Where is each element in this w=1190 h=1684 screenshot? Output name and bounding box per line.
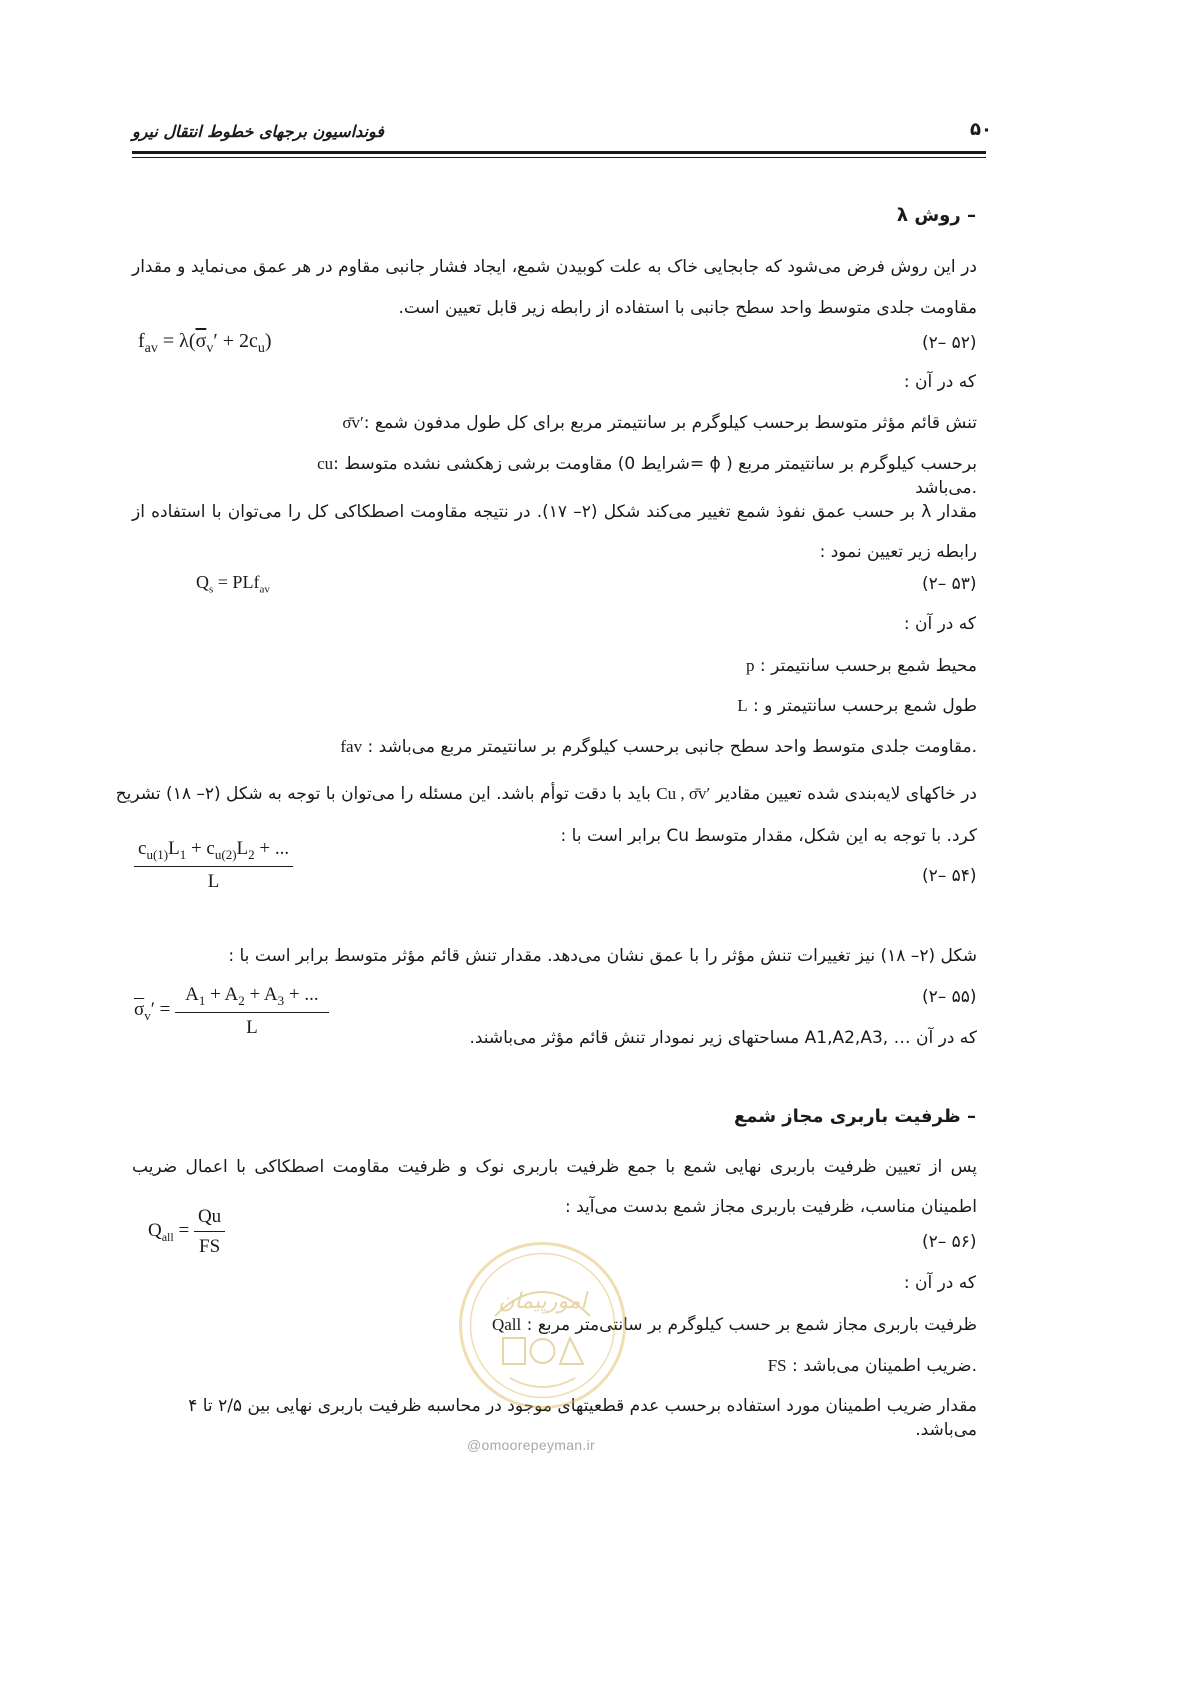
header-rule-thick: [132, 151, 986, 154]
header-rule-thin: [132, 157, 986, 158]
fav-symbol: fav: [340, 737, 363, 756]
equation-55: $\overline{\sigma}_v'$ = $\frac{A_1 + A_2 + A_3 + ...}{L}$: [134, 984, 329, 1039]
equation-54-number: (۲– ۵۴): [922, 866, 977, 886]
layered-para-b: باید با دقت توأم باشد. این مسئله را می‌توان با توجه به شکل (۲– ۱۸) تشریح: [115, 784, 651, 804]
where-1: که در آن :: [903, 372, 976, 392]
equation-53-number: (۲– ۵۳): [922, 574, 977, 594]
areas-note: که در آن … ,A1,A2,A3 مساحتهای زیر نمودار تنش قائم مؤثر می‌باشند.: [469, 1028, 977, 1048]
section-title-lambda: – روش λ: [896, 205, 976, 226]
running-title: فونداسیون برجهای خطوط انتقال نیرو: [132, 122, 384, 141]
def-sigma-v: [300, 411, 977, 435]
section-title-allowable: – ظرفیت باربری مجاز شمع: [733, 1106, 976, 1127]
def-qall-text: : ظرفیت باربری مجاز شمع بر حسب کیلوگرم بر سانتی‌متر مربع: [521, 1315, 977, 1335]
def-p: [500, 654, 977, 678]
seal-logo-text: امورپیمان: [498, 1289, 587, 1314]
where-3: که در آن :: [903, 1273, 976, 1293]
page-number: ۵۰: [970, 119, 992, 140]
layered-symbols: Cu , σ̄v′: [656, 784, 711, 803]
fs-symbol: FS: [767, 1356, 787, 1375]
def-fav: [300, 735, 977, 759]
p-symbol: p: [746, 656, 755, 675]
closing-para: مقدار ضریب اطمینان مورد استفاده برحسب عدم قطعیتهای موجود در محاسبه ظرفیت باربری نهایی بین ۲/۵ تا ۴ می‌باشد.: [188, 1396, 977, 1440]
seal-icon: [455, 1238, 630, 1413]
lambda-depth-para: مقدار λ بر حسب عمق نفوذ شمع تغییر می‌کند شکل (۲– ۱۷). در نتیجه مقاومت اصطکاکی کل را می‌توان با استفاده از رابطه زیر تعیین نمود :: [132, 502, 978, 562]
equation-55-number: (۲– ۵۵): [922, 987, 977, 1007]
layered-para-c: کرد. با توجه به این شکل، مقدار متوسط Cu برابر است با :: [560, 826, 977, 846]
layered-para-line1: [115, 782, 977, 806]
qall-symbol: Qall: [491, 1315, 522, 1334]
where-2: که در آن :: [903, 614, 976, 634]
watermark-seal: [455, 1238, 630, 1413]
def-cu-text: : مقاومت برشی زهکشی نشده متوسط (شرایط 0= ϕ ) برحسب کیلوگرم بر سانتیمتر مربع می‌باشد.: [333, 454, 977, 498]
watermark-url: @omoorepeyman.ir: [467, 1437, 595, 1453]
equation-54: $\frac{c_{u(1)}L_1 + c_{u(2)}L_2 + ...}{L}$: [134, 838, 293, 893]
equation-55-denominator: L: [246, 1016, 258, 1038]
def-L: [500, 694, 977, 718]
equation-56: $Q_{all}$ = $\frac{Qu}{FS}$: [148, 1206, 225, 1258]
equation-52-number: (۲– ۵۲): [922, 333, 977, 353]
def-fav-text: : مقاومت جلدی متوسط واحد سطح جانبی برحسب کیلوگرم بر سانتیمتر مربع می‌باشد.: [362, 737, 977, 757]
layered-para-a: در خاکهای لایه‌بندی شده تعیین مقادیر: [715, 784, 977, 804]
equation-56-number: (۲– ۵۶): [922, 1232, 977, 1252]
L-symbol: L: [737, 696, 748, 715]
def-L-text: : طول شمع برحسب سانتیمتر و: [747, 696, 977, 716]
cu-symbol: cu: [317, 454, 334, 473]
lambda-intro: در این روش فرض می‌شود که جابجایی خاک به علت کوبیدن شمع، ایجاد فشار جانبی مقاوم در هر عمق می‌نماید و مقدار مقاومت جلدی متوسط واحد سطح جانبی با استفاده از رابطه زیر قابل تعیین است.: [132, 257, 977, 318]
def-p-text: : محیط شمع برحسب سانتیمتر: [754, 656, 977, 676]
def-sigma-v-text: : تنش قائم مؤثر متوسط برحسب کیلوگرم بر سانتیمتر مربع برای کل طول مدفون شمع: [363, 413, 977, 433]
equation-53: $Q_s = PLf_{av}$: [196, 572, 270, 596]
equation-56-numerator: Qu: [194, 1206, 225, 1232]
equation-54-denominator: L: [207, 870, 220, 892]
equation-52: $f_{av} = \lambda(\overline{\sigma}_v' + 2c_u)$: [138, 330, 272, 356]
figure-18-para: شکل (۲– ۱۸) نیز تغییرات تنش مؤثر را با عمق نشان می‌دهد. مقدار تنش قائم مؤثر متوسط برابر است با :: [228, 946, 977, 966]
sigma-v-symbol: σ̄v′: [342, 413, 364, 432]
equation-56-denominator: FS: [199, 1236, 221, 1257]
def-fs-text: : ضریب اطمینان می‌باشد.: [786, 1356, 977, 1376]
allowable-intro: پس از تعیین ظرفیت باربری نهایی شمع با جمع ظرفیت باربری نوک و ظرفیت مقاومت اصطکاکی با اعمال ضریب اطمینان مناسب، ظرفیت باربری مجاز شمع بدست می‌آید :: [132, 1157, 977, 1217]
